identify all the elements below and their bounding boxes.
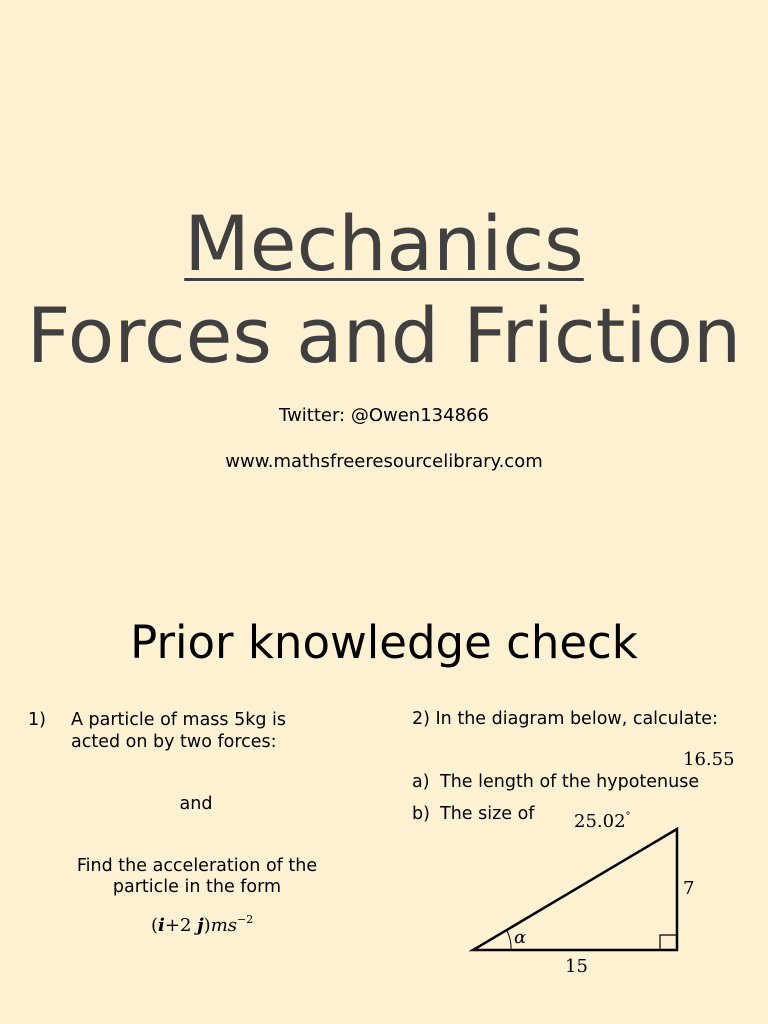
prior-knowledge-slide [0, 576, 768, 1024]
q2-part-b-label: b) [412, 804, 430, 824]
right-angle-marker [660, 935, 677, 950]
q1-answer-form: (i+2 $j)ms^{-2}$ [151, 913, 254, 936]
slide-heading: Prior knowledge check [130, 616, 638, 669]
q1-find-line2: particle in the form [112, 877, 282, 897]
website-url: www.mathsfreeresourcelibrary.com [225, 451, 543, 472]
q2-answer-b: 25.02° [574, 811, 631, 832]
q2-answer-a: 16.55 [683, 749, 735, 770]
slide-title-forces-friction: Forces and Friction [26, 291, 742, 380]
q2-part-a-label: a) [412, 772, 430, 792]
q1-number: 1) [28, 710, 46, 730]
base-length-label: 15 [565, 956, 588, 977]
q1-and: and [179, 794, 213, 814]
triangle-outline [473, 829, 677, 950]
q1-line2: acted on by two forces: [71, 732, 277, 752]
q2-part-b-text: The size of [440, 804, 535, 824]
angle-alpha-label: α [514, 927, 527, 948]
angle-arc [507, 931, 511, 950]
q2-intro: 2) In the diagram below, calculate: [412, 709, 718, 729]
q1-line1: A particle of mass 5kg is [71, 710, 287, 730]
q1-find-line1: Find the acceleration of the [76, 856, 318, 876]
twitter-handle: Twitter: @Owen134866 [279, 405, 489, 426]
slide-title-mechanics: Mechanics [184, 199, 584, 288]
height-length-label: 7 [683, 878, 695, 899]
right-triangle-diagram [0, 576, 768, 1024]
q2-part-a-text: The length of the hypotenuse [440, 772, 700, 792]
